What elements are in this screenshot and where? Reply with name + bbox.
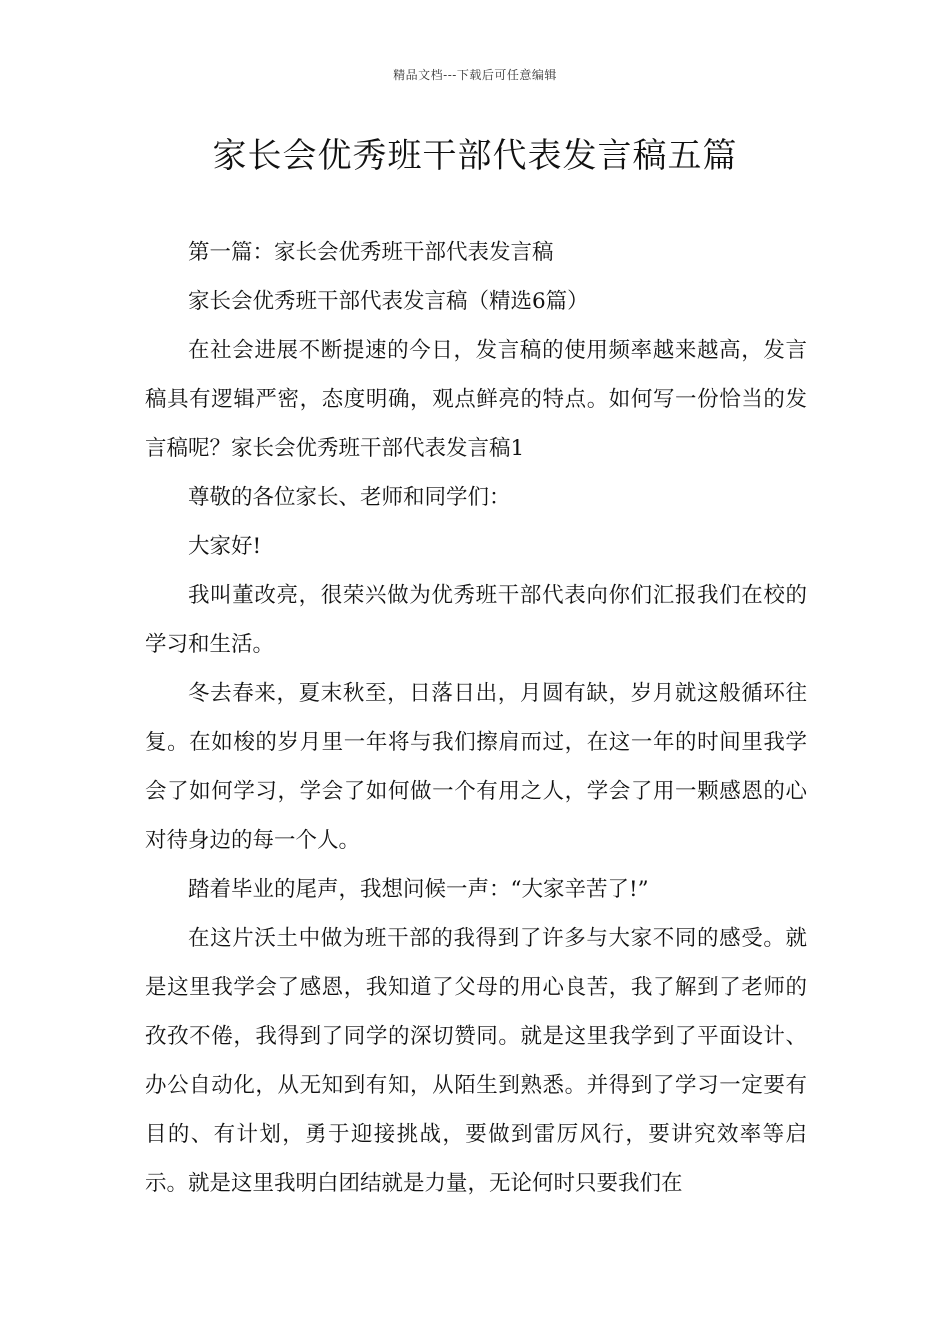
paragraph-subtitle: 家长会优秀班干部代表发言稿（精选6篇） — [188, 289, 589, 314]
paragraph-seasons: 冬去春来，夏末秋至，日落日出，月圆有缺，岁月就这般循环往复。在如梭的岁月里一年将与我们擦肩而过，在这一年的时间里我学会了如何学习，学会了如何做一个有用之人，学会了用一颗感恩的心对待身边的每一个人。 — [145, 681, 807, 853]
header-note: 精品文档---下载后可任意编辑 — [393, 68, 557, 82]
paragraph-section-heading: 第一篇：家长会优秀班干部代表发言稿 — [188, 240, 554, 265]
paragraph-thanks: 踏着毕业的尾声，我想问候一声：“大家辛苦了!” — [188, 877, 649, 902]
paragraph-intro: 在社会进展不断提速的今日，发言稿的使用频率越来越高，发言稿具有逻辑严密，态度明确，观点鲜亮的特点。如何写一份恰当的发言稿呢？家长会优秀班干部代表发言稿1 — [145, 338, 807, 461]
document-body — [145, 228, 807, 1208]
paragraph-experience: 在这片沃土中做为班干部的我得到了许多与大家不同的感受。就是这里我学会了感恩，我知道了父母的用心良苦，我了解到了老师的孜孜不倦，我得到了同学的深切赞同。就是这里我学到了平面设计、办公自动化，从无知到有知，从陌生到熟悉。并得到了学习一定要有目的、有计划，勇于迎接挑战，要做到雷厉风行，要讲究效率等启示。就是这里我明白团结就是力量，无论何时只要我们在 — [145, 926, 807, 1196]
paragraph-salutation: 尊敬的各位家长、老师和同学们： — [188, 485, 511, 510]
paragraph-greeting: 大家好! — [188, 534, 262, 559]
document-title: 家长会优秀班干部代表发言稿五篇 — [212, 136, 738, 176]
paragraph-self-intro: 我叫董改亮，很荣兴做为优秀班干部代表向你们汇报我们在校的学习和生活。 — [145, 583, 807, 657]
